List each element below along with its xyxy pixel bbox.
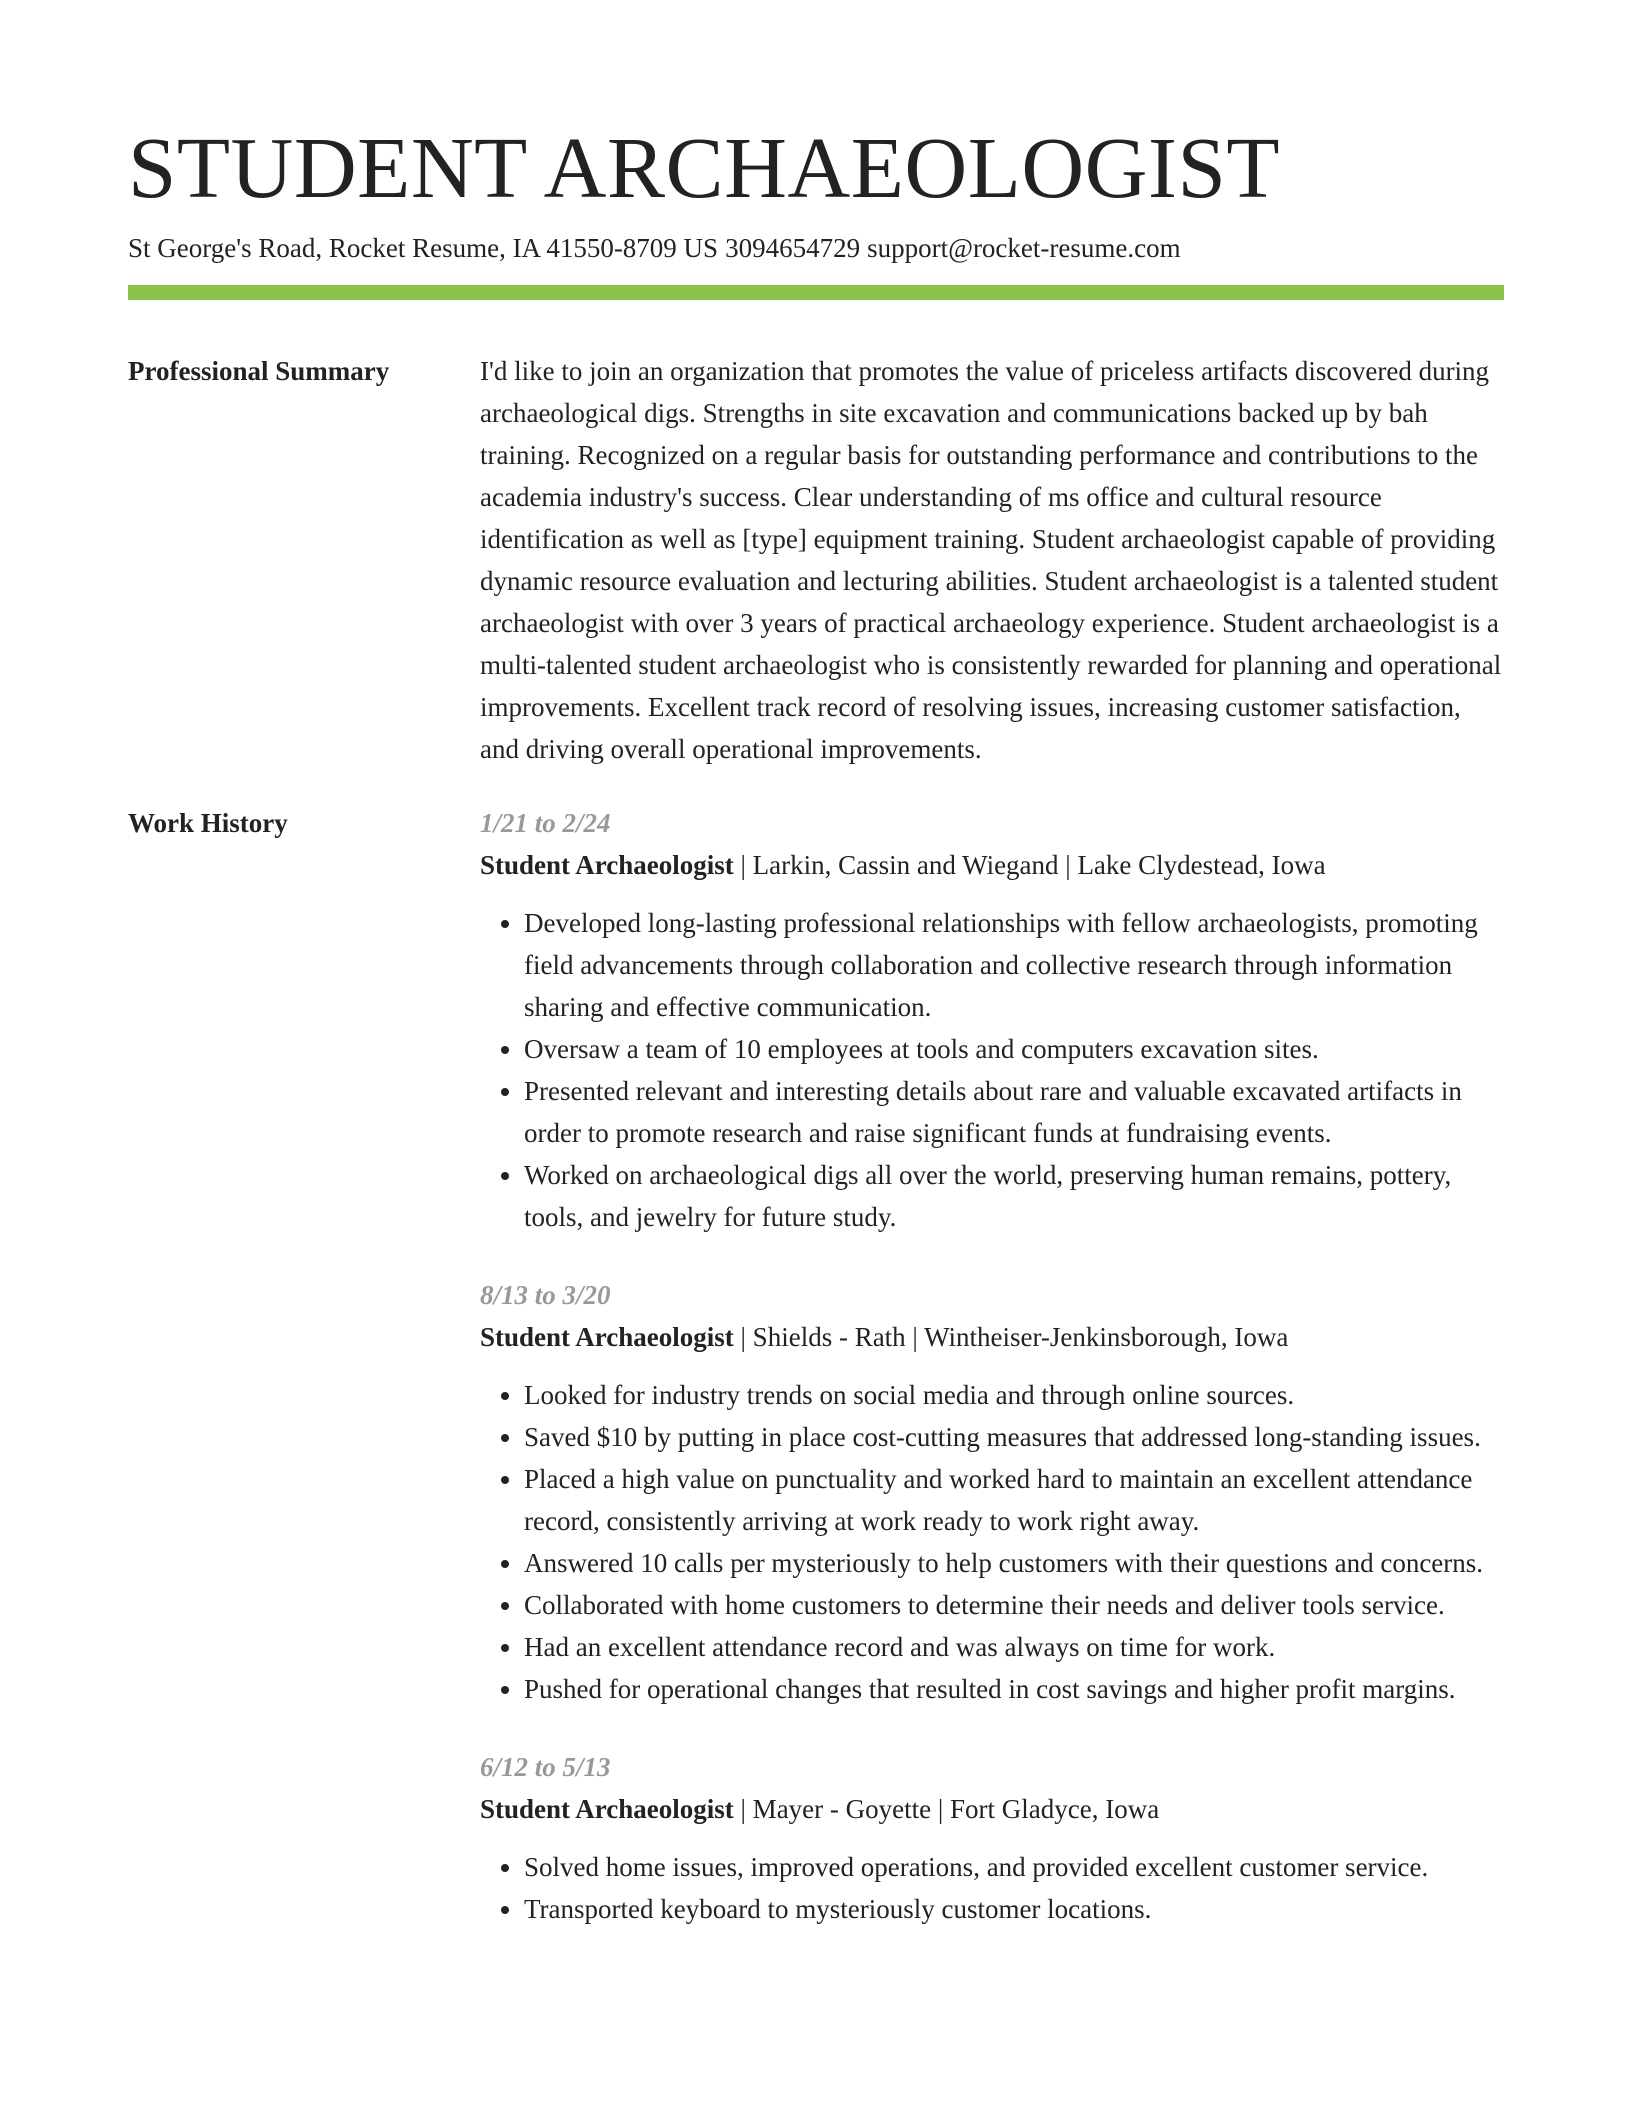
contact-phone: 3094654729: [725, 233, 861, 263]
professional-summary-section: [128, 350, 1504, 770]
section-heading-summary: Professional Summary: [128, 356, 390, 386]
job-bullet: • Answered 10 calls per mysteriously to help customers with their questions and concerns.: [524, 1542, 1504, 1584]
job-bullet: • Looked for industry trends on social media and through online sources.: [524, 1374, 1504, 1416]
job-bullet: • Oversaw a team of 10 employees at tools and computers excavation sites.: [524, 1028, 1504, 1070]
job-title: Student Archaeologist: [480, 850, 734, 880]
summary-text: I'd like to join an organization that promotes the value of priceless artifacts discovered during archaeological digs. Strengths in site excavation and communications backed up by bah training. Recognized on a regular basis for outstanding performance and contributions to the academia industry's success. Clear understanding of ms office and cultural resource identification as well as [type] equipment training. Student archaeologist capable of providing dynamic resource evaluation and lecturing abilities. Student archaeologist is a talented student archaeologist with over 3 years of practical archaeology experience. Student archaeologist is a multi-talented student archaeologist who is consistently rewarded for planning and operational improvements. Excellent track record of resolving issues, increasing customer satisfaction, and driving overall operational improvements.: [480, 356, 1502, 764]
summary-body: [480, 350, 1504, 770]
contact-email: support@rocket-resume.com: [867, 233, 1181, 263]
job-entry: [480, 802, 1504, 1238]
job-heading: [480, 844, 1504, 886]
job-heading: [480, 1316, 1504, 1358]
job-bullet: • Placed a high value on punctuality and worked hard to maintain an excellent attendance record, consistently arriving at work ready to work right away.: [524, 1458, 1504, 1542]
job-bullet: • Worked on archaeological digs all over the world, preserving human remains, pottery, tools, and jewelry for future study.: [524, 1154, 1504, 1238]
contact-line: [128, 230, 1504, 266]
job-title: Student Archaeologist: [480, 1794, 734, 1824]
job-bullet: • Solved home issues, improved operations, and provided excellent customer service.: [524, 1846, 1504, 1888]
job-dates: 8/13 to 3/20: [480, 1280, 611, 1310]
work-history-section: [128, 802, 1504, 1966]
job-bullet: • Presented relevant and interesting details about rare and valuable excavated artifacts in order to promote research and raise significant funds at fundraising events.: [524, 1070, 1504, 1154]
job-entry: [480, 1746, 1504, 1930]
job-title: Student Archaeologist: [480, 1322, 734, 1352]
header-divider: [128, 285, 1504, 300]
job-bullet: • Had an excellent attendance record and was always on time for work.: [524, 1626, 1504, 1668]
job-details: | Shields - Rath | Wintheiser-Jenkinsborough, Iowa: [733, 1322, 1289, 1352]
job-bullet: • Transported keyboard to mysteriously customer locations.: [524, 1888, 1504, 1930]
job-bullet: • Collaborated with home customers to determine their needs and deliver tools service.: [524, 1584, 1504, 1626]
resume-name: STUDENT ARCHAEOLOGIST: [128, 119, 1280, 216]
job-bullet: • Saved $10 by putting in place cost-cutting measures that addressed long-standing issues.: [524, 1416, 1504, 1458]
work-history-body: [480, 802, 1504, 1966]
resume-page: [128, 118, 1504, 1966]
job-bullet: • Pushed for operational changes that resulted in cost savings and higher profit margins.: [524, 1668, 1504, 1710]
job-heading: [480, 1788, 1504, 1830]
job-bullet-list: [480, 1846, 1504, 1930]
job-bullet-list: [480, 1374, 1504, 1710]
job-dates: 6/12 to 5/13: [480, 1752, 611, 1782]
job-details: | Larkin, Cassin and Wiegand | Lake Clydestead, Iowa: [733, 850, 1326, 880]
section-heading-work: Work History: [128, 808, 288, 838]
job-bullet-list: [480, 902, 1504, 1238]
job-bullet: • Developed long-lasting professional relationships with fellow archaeologists, promoting field advancements through collaboration and collective research through information sharing and effective communication.: [524, 902, 1504, 1028]
contact-address: St George's Road, Rocket Resume, IA 41550-8709 US: [128, 233, 719, 263]
job-details: | Mayer - Goyette | Fort Gladyce, Iowa: [733, 1794, 1160, 1824]
job-entry: [480, 1274, 1504, 1710]
job-dates: 1/21 to 2/24: [480, 808, 611, 838]
